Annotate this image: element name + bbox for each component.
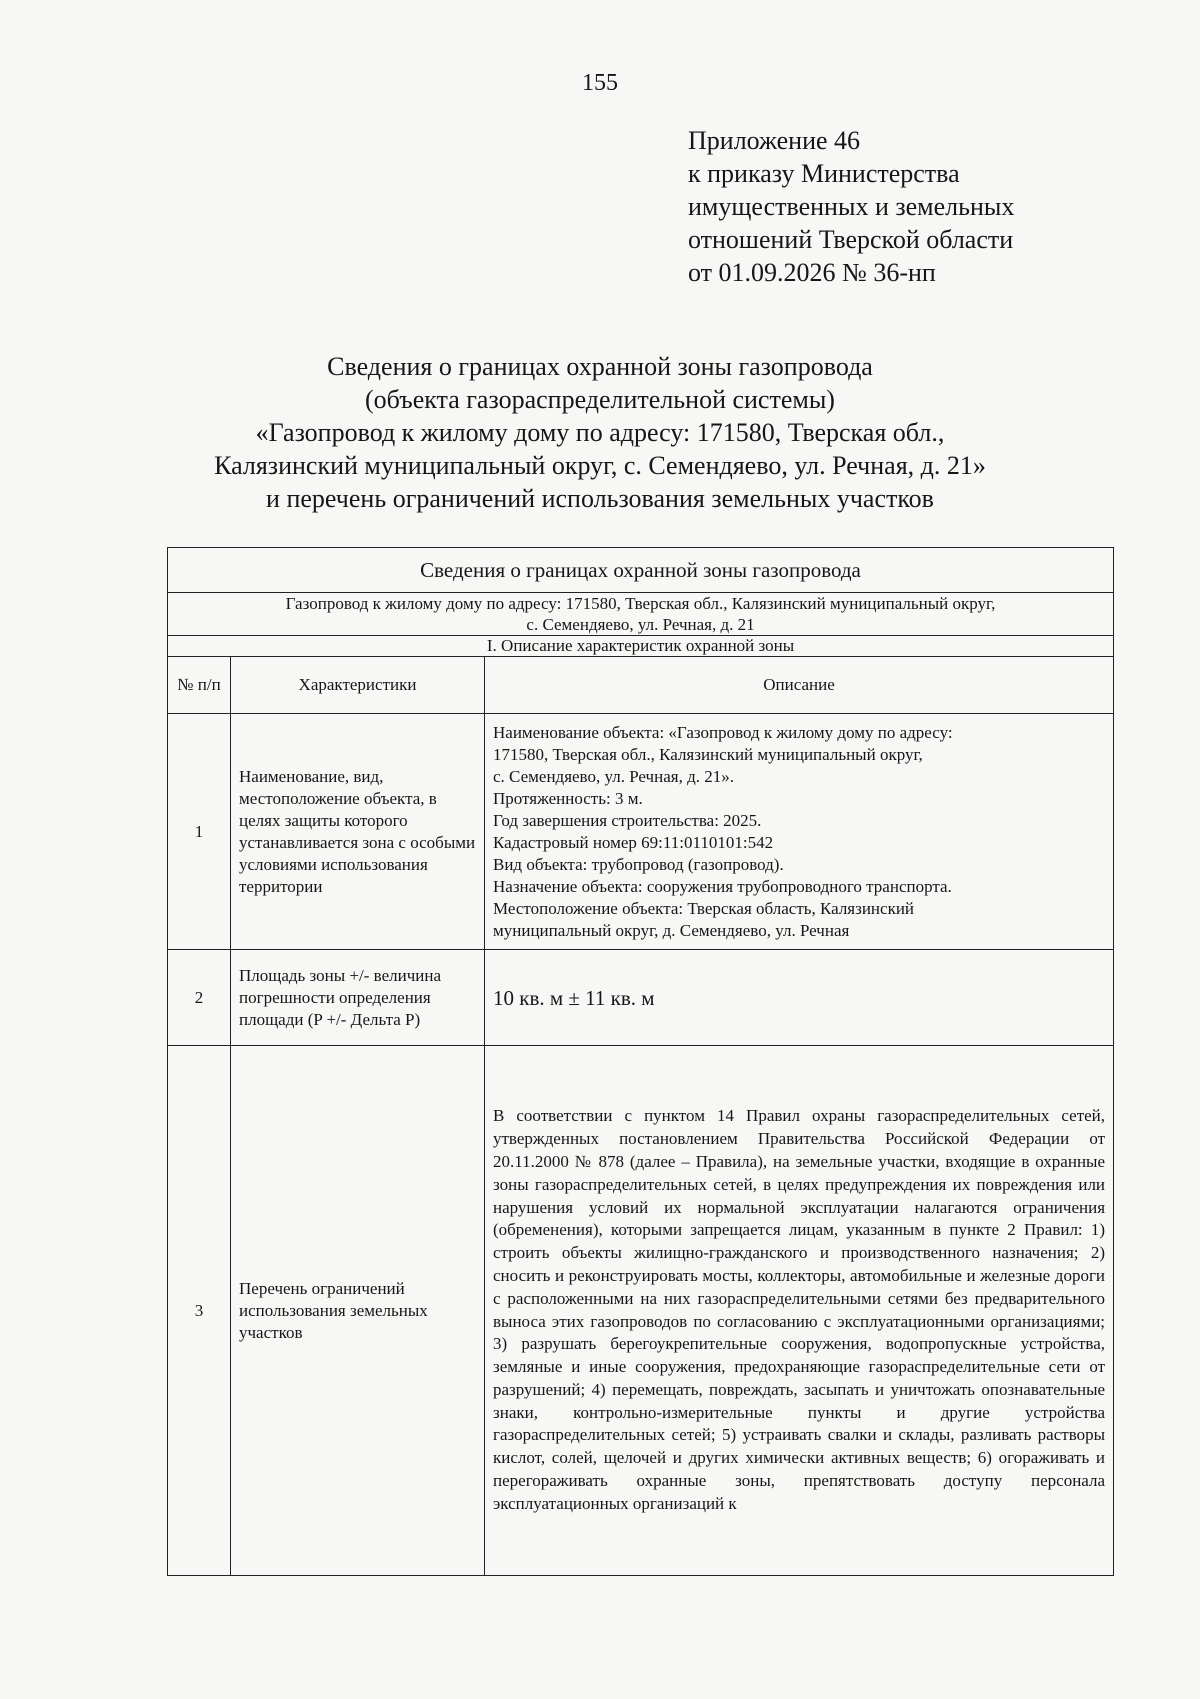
- description-line: с. Семендяево, ул. Речная, д. 21».: [493, 766, 734, 786]
- row-description: В соответствии с пунктом 14 Правил охраны газораспределительных сетей, утвержденных постановлением Правительства Российской Федерации от 20.11.2000 № 878 (далее – Правила), на земельные участки, входящие в охранные зоны газораспределительных сетей, в целях предупреждения их повреждения или нарушения условий их нормальной эксплуатации налагаются ограничения (обременения), которыми запрещается лицам, указанным в пункте 2 Правил: 1) строить объекты жилищно-гражданского и производственного назначения; 2) сносить и реконструировать мосты, коллекторы, автомобильные и железные дороги с расположенными на них газораспределительными сетями без предварительного выноса этих газопроводов по согласованию с эксплуатационными организациями; 3) разрушать берегоукрепительные сооружения, водопропускные устройства, земляные и иные сооружения, предохраняющие газораспределительные сети от разрушений; 4) перемещать, повреждать, засыпать и уничтожать опознавательные знаки, контрольно-измерительные пункты и другие устройства газораспределительных сетей; 5) устраивать свалки и склады, разливать растворы кислот, солей, щелочей и других химически активных веществ; 6) огораживать и перегораживать охранные зоны, препятствовать доступу персонала эксплуатационных организаций к: [485, 1046, 1114, 1576]
- appendix-line: Приложение 46: [688, 126, 861, 155]
- description-line: Год завершения строительства: 2025.: [493, 810, 762, 830]
- description-line: Местоположение объекта: Тверская область, Калязинский: [493, 898, 915, 918]
- row-description: 10 кв. м ± 11 кв. м: [485, 950, 1114, 1046]
- description-line: 171580, Тверская обл., Калязинский муниципальный округ,: [493, 744, 923, 764]
- description-line: муниципальный округ, д. Семендяево, ул. Речная: [493, 920, 850, 940]
- page-number: 155: [582, 70, 618, 96]
- table-row: [168, 714, 1114, 950]
- column-header-characteristics: Характеристики: [231, 657, 485, 714]
- column-header-num: № п/п: [168, 657, 231, 714]
- row-characteristic: Перечень ограничений использования земельных участков: [231, 1046, 485, 1576]
- description-line: Кадастровый номер 69:11:0110101:542: [493, 832, 774, 852]
- appendix-line: имущественных и земельных: [688, 192, 1015, 221]
- title-line: (объекта газораспределительной системы): [365, 385, 835, 414]
- row-number: 1: [168, 714, 231, 950]
- table-row: [168, 950, 1114, 1046]
- description-line: Протяженность: 3 м.: [493, 788, 643, 808]
- title-line: «Газопровод к жилому дому по адресу: 171580, Тверская обл.,: [255, 418, 945, 447]
- title-line: Калязинский муниципальный округ, с. Семендяево, ул. Речная, д. 21»: [214, 451, 986, 480]
- title-line: Сведения о границах охранной зоны газопровода: [327, 352, 873, 381]
- description-line: Наименование объекта: «Газопровод к жилому дому по адресу:: [493, 722, 953, 742]
- description-line: Вид объекта: трубопровод (газопровод).: [493, 854, 784, 874]
- row-number: 2: [168, 950, 231, 1046]
- appendix-line: от 01.09.2026 № 36-нп: [688, 258, 936, 287]
- document-title: [160, 350, 1040, 515]
- row-characteristic: Наименование, вид, местоположение объекта, в целях защиты которого устанавливается зона с особыми условиями использования территории: [231, 714, 485, 950]
- appendix-line: отношений Тверской области: [688, 225, 1014, 254]
- table-row: [168, 1046, 1114, 1576]
- appendix-line: к приказу Министерства: [688, 159, 960, 188]
- table-header-main: Сведения о границах охранной зоны газопровода: [168, 548, 1114, 593]
- table-object-name: [168, 593, 1114, 636]
- title-line: и перечень ограничений использования земельных участков: [266, 484, 934, 513]
- row-characteristic: Площадь зоны +/- величина погрешности определения площади (P +/- Дельта P): [231, 950, 485, 1046]
- appendix-block: [688, 124, 1014, 289]
- object-name-line: с. Семендяево, ул. Речная, д. 21: [526, 615, 755, 634]
- object-name-line: Газопровод к жилому дому по адресу: 171580, Тверская обл., Калязинский муниципальный округ,: [285, 594, 996, 613]
- column-header-description: Описание: [485, 657, 1114, 714]
- row-number: 3: [168, 1046, 231, 1576]
- row-description: [485, 714, 1114, 950]
- zone-table: [167, 547, 1114, 1576]
- description-line: Назначение объекта: сооружения трубопроводного транспорта.: [493, 876, 952, 896]
- section-title: I. Описание характеристик охранной зоны: [168, 636, 1114, 657]
